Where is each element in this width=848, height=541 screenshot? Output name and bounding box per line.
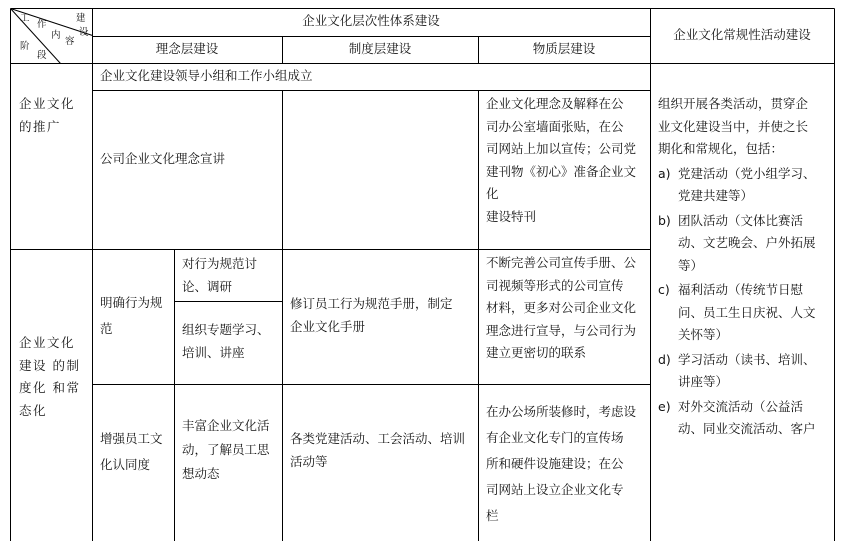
regular-item-b: b) 团队活动（文体比赛活 动、文艺晚会、户外拓展 等）: [658, 212, 816, 273]
corner-label-build-2: 设: [79, 27, 89, 38]
header-col-system: 制度层建设: [348, 41, 412, 56]
stage1-idea-cell: 公司企业文化理念宣讲: [100, 151, 226, 166]
stage2-sub2-title-line1: 增强员工文: [100, 431, 163, 446]
stage2-sub1-title-line1: 明确行为规: [100, 295, 163, 310]
regular-item-e: e) 对外交流活动（公益活 动、同业交流活动、客户: [658, 398, 816, 436]
corner-label-content-2: 容: [65, 36, 75, 47]
stage1-material-cell: 企业文化理念及解释在公 司办公室墙面张贴，在公 司网站上加以宣传；公司党 建刊物《初心》准备企业文 化 建设特刊: [486, 96, 637, 224]
regular-intro: 组织开展各类活动，贯穿企 业文化建设当中，并使之长 期化和常规化，包括：: [658, 96, 809, 156]
stage1-title-line1: 企业文化: [19, 96, 76, 111]
header-system-title: 企业文化层次性体系建设: [302, 13, 440, 28]
stage2-sub1-item2: 组织专题学习、 培训、讲座: [182, 322, 270, 360]
regular-activities-cell: [658, 93, 832, 441]
regular-item-a: a) 党建活动（党小组学习、 党建共建等）: [658, 165, 816, 203]
corner-label-work-2: 作: [37, 19, 47, 30]
header-regular-title: 企业文化常规性活动建设: [673, 27, 811, 42]
stage1-banner: 企业文化建设领导小组和工作小组成立: [100, 68, 313, 83]
stage2-sub1-item1: 对行为规范讨 论、调研: [182, 256, 258, 294]
corner-label-content-1: 内: [51, 30, 61, 41]
regular-item-d: d) 学习活动（读书、培训、 讲座等）: [658, 351, 816, 389]
corner-label-stage-1: 阶: [20, 41, 30, 52]
header-col-idea: 理念层建设: [155, 41, 219, 56]
stage2-sub2-item: 丰富企业文化活 动，了解员工思 想动态: [182, 418, 270, 481]
stage2-sub2-material: 在办公场所装修时，考虑设 有企业文化专门的宣传场 所和硬件设施建设；在公 司网站上设立企业文化专 栏: [486, 404, 637, 523]
header-col-material: 物质层建设: [532, 41, 596, 56]
stage2-sub1-material: 不断完善公司宣传手册、公 司视频等形式的公司宣传 材料，更多对公司企业文化 理念进行宣导，与公司行为 建立更密切的联系: [486, 255, 637, 360]
stage2-sub1-title-line2: 范: [100, 321, 113, 336]
stage2-sub2-system: 各类党建活动、工会活动、培训 活动等: [290, 431, 466, 469]
stage2-title: 企业文化 建设 的制 度化 和常 态化: [19, 335, 81, 418]
corner-label-work-1: 工: [20, 13, 30, 24]
corner-label-stage-2: 段: [37, 50, 47, 61]
stage2-sub1-system: 修订员工行为规范手册，制定 企业文化手册: [290, 296, 453, 334]
regular-item-c: c) 福利活动（传统节日慰 问、员工生日庆祝、人文 关怀等）: [658, 282, 816, 342]
stage1-title-line2: 的推广: [19, 119, 62, 134]
corner-label-build-1: 建: [76, 13, 86, 24]
stage2-sub2-title-line2: 化认同度: [100, 457, 151, 472]
